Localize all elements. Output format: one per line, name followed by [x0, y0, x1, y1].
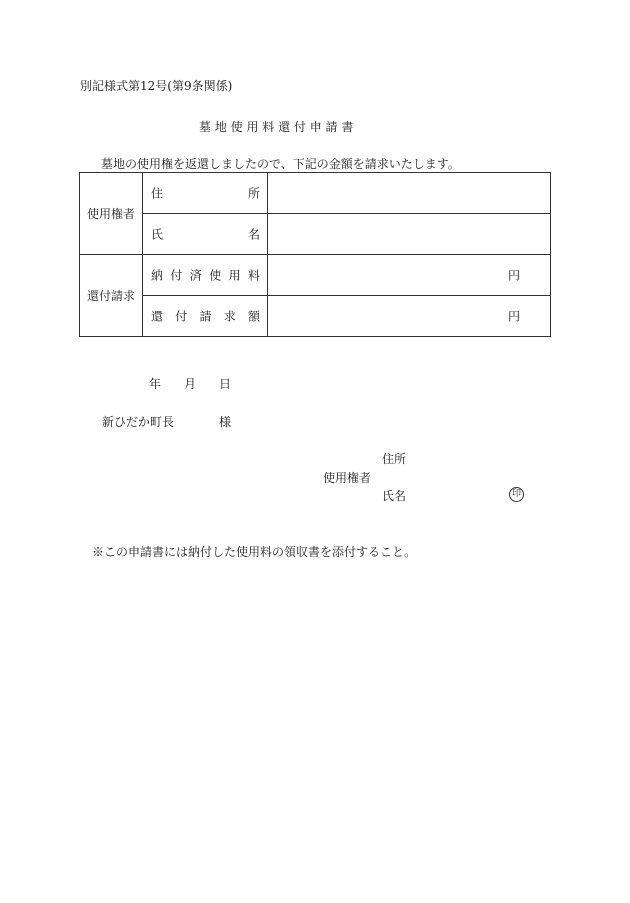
seal-icon: 印 [509, 487, 524, 502]
paid-fee-label-text: 納付済使用料 [151, 268, 260, 283]
paid-fee-field[interactable] [268, 255, 551, 296]
table-row [80, 255, 551, 296]
addressee: 新ひだか町長 [102, 415, 175, 429]
attachment-note: ※この申請書には納付した使用料の領収書を添付すること。 [92, 545, 417, 559]
yen-unit: 円 [507, 268, 520, 283]
address-label-left: 住 [151, 186, 164, 201]
applicant-role-label: 使用権者 [323, 471, 372, 485]
intro-text: 墓地の使用権を返還しましたので、下記の金額を請求いたします。 [101, 157, 460, 171]
name-label-right: 名 [247, 227, 260, 242]
form-number: 別記様式第12号(第9条関係) [80, 79, 233, 93]
applicant-address-label: 住所 [382, 452, 407, 466]
name-field[interactable] [268, 214, 551, 255]
table-row [80, 296, 551, 337]
paid-fee-label [143, 255, 268, 296]
group-label-refund-request: 還付請求 [80, 255, 143, 337]
document-title: 墓 地 使 用 料 還 付 申 請 書 [199, 120, 354, 134]
refund-amount-label-text: 還付請求額 [151, 309, 260, 324]
address-field[interactable] [268, 173, 551, 214]
address-label [143, 173, 268, 214]
refund-amount-label [143, 296, 268, 337]
applicant-name-label: 氏名 [382, 489, 407, 503]
table-row [80, 214, 551, 255]
date-month: 月 [184, 377, 197, 391]
name-label [143, 214, 268, 255]
date-day: 日 [219, 377, 232, 391]
yen-unit: 円 [507, 309, 520, 324]
table-row [80, 173, 551, 214]
refund-amount-field[interactable] [268, 296, 551, 337]
application-table [79, 172, 551, 337]
date-year: 年 [149, 377, 162, 391]
honorific: 様 [219, 415, 232, 429]
name-label-left: 氏 [151, 227, 164, 242]
group-label-usage-right-holder: 使用権者 [80, 173, 143, 255]
address-label-right: 所 [247, 186, 260, 201]
